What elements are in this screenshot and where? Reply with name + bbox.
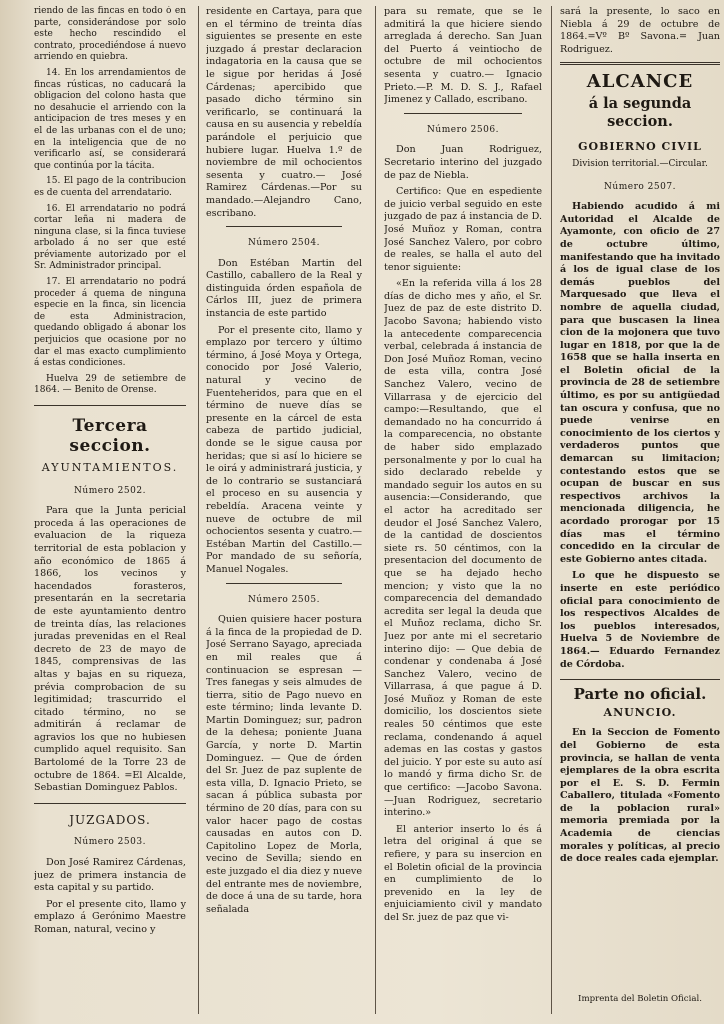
column-divider (198, 6, 199, 1014)
paragraph: «En la referida villa á los 28 días de dicho mes y año, el Sr. Juez de paz de este distrito D. Jacobo Savona; habiendo visto la antecedente comparecencia verbal, celebrada á instancia de Don José Muñoz Roman, vecino de esta villa, contra José Sanchez Valero, vecino de Villarrasa y de ejercicio del campo:—Resultando, que el demandado no ha concurrido á la comparecencia, no obstante de haber sido emplazado personalmente y por lo cual ha sido declarado rebelde y mandado seguir los autos en su ausencia:—Considerando, que el actor ha acreditado ser deudor el José Sanchez Valero, de la cantidad de doscientos siete rs. 50 céntimos, con la presentacion del documento de que se ha dejado hecho mencion; y visto que la no comparecencia del demandado acredita ser legal la deuda que el Muñoz reclama, dicho Sr. Juez por ante mi el secretario interino dijo: — Que debia de condenar y condenaba á José Sanchez Valero, vecino de Villarrasa, á que pague á D. José Muñoz y Roman de este domicilio, los doscientos siete reales 50 céntimos que este reclama, condenando á aquel ademas en las costas y gastos del juicio. Y por este su auto así lo mandó y firma dicho Sr. de que certifico: —Jacobo Savona.—Juan Rodriguez, secretario interino.» (384, 278, 542, 819)
printer-imprint: Imprenta del Boletin Oficial. (578, 994, 702, 1005)
paragraph: residente en Cartaya, para que en el término de treinta días siguientes se presente en este juzgado á prestar declaracion indagatoria en la causa que se le sigue por heridas á José Cárdenas; apercibido que pasado dicho término sin verificarlo, se continuará la causa en su ausencia y rebeldía parándole el perjuicio que hubiere lugar. Huelva 1.º de noviembre de mil ochocientos sesenta y cuatro.— José Ramirez Cárdenas.—Por su mandado.—Alejandro Cano, escribano. (206, 6, 362, 219)
columns (34, 6, 720, 1014)
column-divider (551, 6, 552, 1014)
section-rule (34, 405, 186, 406)
section-subheading: á la segunda seccion. (588, 95, 692, 131)
column-1 (34, 6, 186, 1014)
paragraph: riendo de las fincas en todo ó en parte, considerándose por solo este hecho rescindido el contrato, procediéndose á nuevo arriendo en quiebra. (34, 6, 186, 63)
subsection-heading: AYUNTAMIENTOS. (41, 461, 179, 474)
paragraph: En la Seccion de Fomento del Gobierno de esta provincia, se hallan de venta ejemplares de la obra escrita por el E. S. D. Fermin Caballero, titulada «Fomento de la poblacion rural» memoria premiada por la Academia de ciencias morales y políticas, al precio de doce reales cada ejemplar. (560, 727, 720, 865)
paragraph: Don José Ramirez Cárdenas, juez de primera instancia de esta capital y su partido. (34, 857, 186, 894)
paragraph: 16. El arrendatario no podrá cortar leña ni madera de ninguna clase, si la finca tuviese arbolado á no ser que esté préviamente autorizado por el Sr. Administrador principal. (34, 203, 186, 272)
paragraph: 15. El pago de la contribucion es de cuenta del arrendatario. (34, 176, 186, 198)
subsection-heading: JUZGADOS. (69, 812, 151, 827)
notice-number: Número 2502. (74, 485, 146, 496)
section-rule (560, 679, 720, 680)
column-divider (375, 6, 376, 1014)
section-heading: ALCANCE (586, 71, 694, 93)
paragraph: Por el presente cito, llamo y emplazo á Gerónimo Maestre Roman, natural, vecino y (34, 898, 186, 935)
paragraph: Por el presente cito, llamo y emplazo por tercero y último término, á José Moya y Ortega, conocido por José Valerio, natural y vecino de Fuenteheridos, para que en el término de nueve días se presente en la cárcel de esta cabeza de partido judicial, donde se le sigue causa por heridas; que si así lo hiciere se le oirá y administrará justicia, y de lo contrario se sustanciará el proceso en su ausencia y rebeldía. Aracena veinte y nueve de octubre de mil ochocientos sesenta y cuatro.— Estéban Martin del Castillo.— Por mandado de su señoría, Manuel Nogales. (206, 324, 362, 575)
subsection-heading: ANUNCIO. (603, 705, 677, 719)
notice-rule (404, 113, 522, 114)
notice-number: Número 2507. (604, 181, 676, 192)
notice-rule (226, 226, 342, 227)
subsection-subheading: Division territorial.—Circular. (572, 158, 708, 169)
paragraph: Quien quisiere hacer postura á la finca de la propiedad de D. José Serrano Sayago, apreciada en mil reales que á continuacion se espresan — Tres fanegas y seis almudes de tierra, sitio de Pago nuevo en este término; linda levante D. Martin Dominguez; sur, padron de la dehesa; poniente Juana García, y norte D. Martin Dominguez. — Que de órden del Sr. Juez de paz suplente de esta villa, D. Ignacio Prieto, se sacan á pública subasta por término de 20 días, para con su valor hacer pago de costas causadas en autos con D. Capitolino Lopez de Morla, vecino de Sevilla; siendo en este juzgado el dia diez y nueve del entrante mes de noviembre, de doce á una de su tarde, hora señalada (206, 614, 362, 915)
paragraph: Don Juan Rodriguez, Secretario interino del juzgado de paz de Niebla. (384, 144, 542, 181)
paragraph: 14. En los arrendamientos de fincas rústicas, no caducará la obligacion del colono hasta que no desahucie el arriendo con la anticipacion de tres meses y en el de las urbanas con el de uno; en la inteligencia que de no verificarlo así, se considerará que continúa por la tácita. (34, 67, 186, 171)
subsection-heading: GOBIERNO CIVIL (578, 140, 702, 154)
column-2 (206, 6, 362, 1014)
section-heading: Tercera seccion. (69, 416, 151, 456)
paragraph: para su remate, que se le admitirá la que hiciere siendo arreglada á derecho. San Juan del Puerto á veintiocho de octubre de mil ochocientos sesenta y cuatro.— Ignacio Prieto.—P. M. D. S. J., Rafael Jimenez y Callado, escribano. (384, 6, 542, 106)
paragraph: El anterior inserto lo és á letra del original á que se refiere, y para su insercion en el Boletin oficial de la provincia en cumplimiento de lo prevenido en la ley de enjuiciamiento civil y mandato del Sr. juez de paz que vi- (384, 823, 542, 923)
notice-number: Número 2506. (427, 124, 499, 135)
paragraph: Lo que he dispuesto se inserte en este periódico oficial para conocimiento de los respectivos Alcaldes de los pueblos interesados, Huelva 5 de Noviembre de 1864.— Eduardo Fernandez de Córdoba. (560, 570, 720, 670)
paragraph: Habiendo acudido á mi Autoridad el Alcalde de Ayamonte, con oficio de 27 de octubre último, manifestando que ha invitado á los de igual clase de los demás pueblos del Marquesado que lleva el nombre de aquella ciudad, para que buscasen la linea cion de la mojonera que tuvo lugar en 1818, por que la de 1658 que se halla inserta en el Boletin oficial de la provincia de 28 de setiembre último, es por su antigüedad tan oscura y confusa, que no puede venirse en conocimiento de los ciertos y verdaderos puntos que demarcan su limitacion; contestando estos que se ocupan de buscar en sus respectivos archivos la mencionada diligencia, he acordado prorogar por 15 días mas el término concedido en la circular de este Gobierno antes citada. (560, 201, 720, 565)
column-3 (384, 6, 542, 1014)
signature: Huelva 29 de setiembre de 1864. — Benito de Orense. (34, 373, 186, 396)
paragraph: Don Estéban Martin del Castillo, caballero de la Real y distinguida órden española de Cárlos III, juez de primera instancia de este partido (206, 257, 362, 320)
notice-number: Número 2505. (248, 594, 320, 605)
section-heading: Parte no oficial. (573, 685, 707, 704)
notice-number: Número 2503. (74, 837, 146, 848)
paragraph: Certifico: Que en espediente de juicio verbal seguido en este juzgado de paz á instancia de D. José Muñoz y Roman, contra José Sanchez Valero, por cobro de reales, se halla el auto del tenor siguiente: (384, 186, 542, 273)
column-4 (560, 6, 720, 1014)
paragraph: Para que la Junta pericial proceda á las operaciones de evaluacion de la riqueza territorial de esta poblacion y año económico de 1865 á 1866, los vecinos y hacendados forasteros, presentarán en la secretaria de este ayuntamiento dentro de treinta días, las relaciones juradas prevenidas en el Real decreto de 23 de mayo de 1845, comprensivas de las altas y bajas en su riqueza, prévia comprobacion de su legitimidad; trascurrido el citado término, no se admitirán á reclamar de agravios los que no hubiesen cumplido aquel requisito. San Bartolomé de la Torre 23 de octubre de 1864. =El Alcalde, Sebastian Dominguez Pablos. (34, 505, 186, 794)
section-rule (34, 803, 186, 804)
paragraph: 17. El arrendatario no podrá proceder á quema de ninguna especie en la finca, sin licencia de esta Administracion, quedando obligado á abonar los perjuicios que ocasione por no dar el mas exacto cumplimiento á estas condiciones. (34, 277, 186, 369)
notice-number: Número 2504. (248, 238, 320, 249)
section-rule (560, 62, 720, 65)
paragraph: sará la presente, lo saco en Niebla á 29 de octubre de 1864.=Vº Bº Savona.= Juan Rodriguez. (560, 6, 720, 55)
notice-rule (226, 583, 342, 584)
